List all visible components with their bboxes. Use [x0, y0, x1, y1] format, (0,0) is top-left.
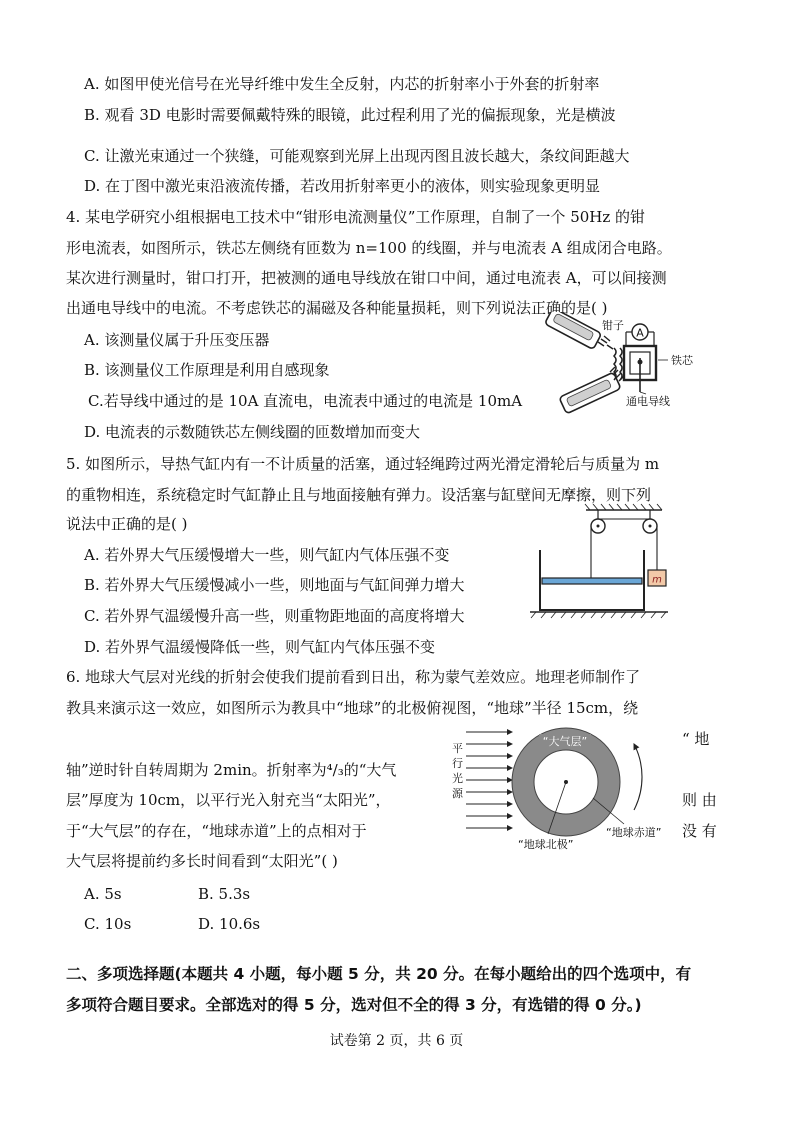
- q4-stem-line2: 形电流表，如图所示，铁芯左侧绕有匝数为 n=100 的线圈，并与电流表 A 组成闭合电路。: [66, 239, 672, 257]
- q5-stem-line3: 说法中正确的是( ): [66, 515, 188, 533]
- q5-stem-line2: 的重物相连，系统稳定时气缸静止且与地面接触有弹力。设活塞与缸壁间无摩擦，则下列: [66, 486, 652, 504]
- source-char-1: 平: [452, 742, 463, 755]
- q5-option-c: C. 若外界气温缓慢升高一些，则重物距地面的高度将增大: [84, 607, 465, 625]
- section2-heading-line1: 二、多项选择题(本题共 4 小题，每小题 5 分，共 20 分。在每小题给出的四个选项中，有: [66, 965, 692, 983]
- q4-option-d: D. 电流表的示数随铁芯左侧线圈的匝数增加而变大: [84, 423, 421, 441]
- q5-stem-line1: 5. 如图所示，导热气缸内有一不计质量的活塞，通过轻绳跨过两光滑定滑轮后与质量为 m: [66, 455, 660, 473]
- q3-option-b: B. 观看 3D 电影时需要佩戴特殊的眼镜，此过程利用了光的偏振现象，光是横波: [84, 106, 616, 124]
- rotation-arrow-icon: [634, 744, 642, 810]
- q6-option-d: D. 10.6s: [198, 915, 261, 933]
- q6-stem-line6-right: 没 有: [682, 822, 717, 840]
- q6-stem-line5-left: 层”厚度为 10cm，以平行光入射充当“太阳光”，: [66, 791, 391, 809]
- atmosphere-label: “大气层”: [542, 735, 588, 748]
- q5-option-b: B. 若外界大气压缓慢减小一些，则地面与气缸间弹力增大: [84, 576, 465, 594]
- q5-option-d: D. 若外界气温缓慢降低一些，则气缸内气体压强不变: [84, 638, 436, 656]
- wire-label: 通电导线: [626, 395, 670, 408]
- piston: [542, 578, 642, 584]
- q4-option-b: B. 该测量仪工作原理是利用自感现象: [84, 361, 330, 379]
- north-pole-label: “地球北极”: [518, 838, 574, 851]
- q6-option-b: B. 5.3s: [198, 885, 251, 903]
- source-char-4: 源: [452, 787, 463, 800]
- source-char-3: 光: [452, 772, 463, 785]
- clamp-lower-handle: [559, 367, 624, 414]
- source-char-2: 行: [452, 757, 463, 770]
- cylinder-pulley-figure: [528, 502, 678, 620]
- q4-option-a: A. 该测量仪属于升压变压器: [84, 331, 270, 349]
- q6-option-c: C. 10s: [84, 915, 132, 933]
- core-label: 铁芯: [671, 354, 693, 367]
- clamp-meter-figure: [540, 312, 720, 417]
- q4-option-c: C.若导线中通过的是 10A 直流电，电流表中通过的电流是 10mA: [88, 392, 523, 410]
- equator-label: “地球赤道”: [606, 826, 662, 839]
- page-footer: 试卷第 2 页，共 6 页: [329, 1033, 464, 1049]
- q4-stem-line4: 出通电导线中的电流。不考虑铁芯的漏磁及各种能量损耗，则下列说法正确的是( ): [66, 299, 608, 317]
- earth-atmosphere-figure: [448, 724, 680, 854]
- parallel-light-rays: [466, 732, 512, 828]
- q6-stem-line4-left: 轴”逆时针自转周期为 2min。折射率为⁴/₃的“大气: [66, 761, 397, 779]
- q6-stem-line3-right: “ 地: [682, 730, 710, 748]
- section2-heading-line2: 多项符合题目要求。全部选对的得 5 分，选对但不全的得 3 分，有选错的得 0 分。): [66, 996, 642, 1014]
- q4-stem-line1: 4. 某电学研究小组根据电工技术中“钳形电流测量仪”工作原理，自制了一个 50Hz 的钳: [66, 208, 646, 226]
- q3-option-c: C. 让激光束通过一个狭缝，可能观察到光屏上出现丙图且波长越大，条纹间距越大: [84, 147, 630, 165]
- q3-option-d: D. 在丁图中激光束沿液流传播，若改用折射率更小的液体，则实验现象更明显: [84, 177, 601, 195]
- ammeter-label: A: [636, 326, 644, 340]
- q4-stem-line3: 某次进行测量时，钳口打开，把被测的通电导线放在钳口中间，通过电流表 A，可以间接测: [66, 269, 667, 287]
- clamp-label: 钳子: [602, 319, 624, 332]
- q6-stem-line2: 教具来演示这一效应，如图所示为教具中“地球”的北极俯视图，“地球”半径 15cm，绕: [66, 699, 639, 717]
- q5-option-a: A. 若外界大气压缓慢增大一些，则气缸内气体压强不变: [84, 546, 450, 564]
- weight-label: m: [652, 574, 662, 586]
- q6-stem-line7: 大气层将提前约多长时间看到“太阳光”( ): [66, 852, 338, 870]
- q6-stem-line1: 6. 地球大气层对光线的折射会使我们提前看到日出，称为蒙气差效应。地理老师制作了: [66, 668, 641, 686]
- q6-stem-line6-left: 于“大气层”的存在，“地球赤道”上的点相对于: [66, 822, 367, 840]
- wire-dot: [638, 360, 643, 365]
- q3-option-a: A. 如图甲使光信号在光导纤维中发生全反射，内芯的折射率小于外套的折射率: [84, 75, 600, 93]
- q6-option-a: A. 5s: [84, 885, 122, 903]
- q6-stem-line5-right: 则 由: [682, 791, 717, 809]
